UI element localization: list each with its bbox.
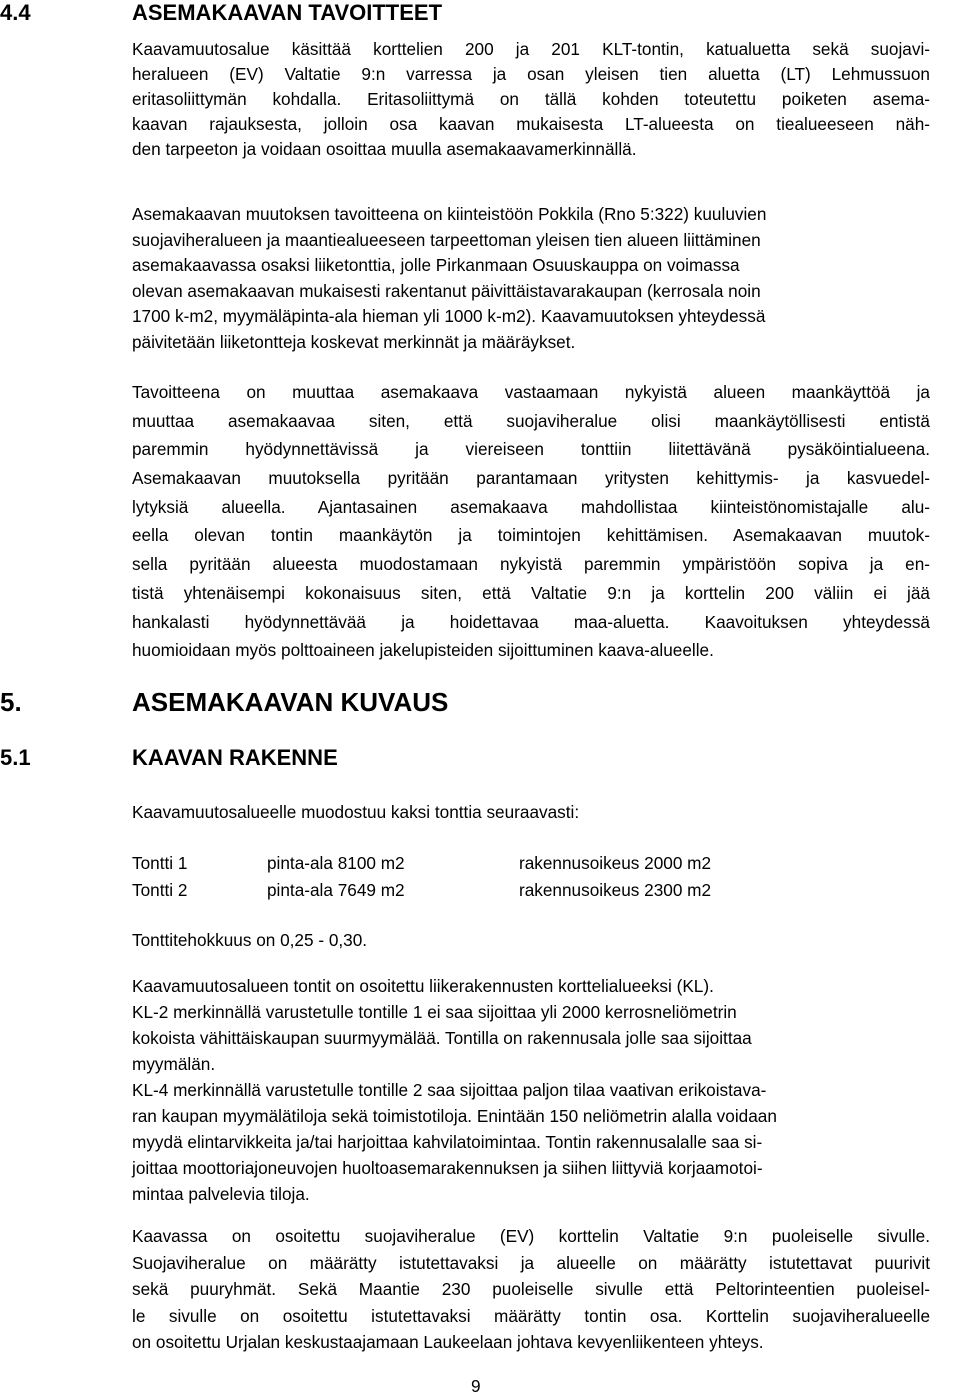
section-number: 5.1: [0, 745, 31, 770]
text-line: myymälän.: [132, 1054, 216, 1074]
text-line: joittaa moottoriajoneuvojen huoltoasemarakennuksen ja siihen liittyviä korjaamotoi-: [132, 1158, 763, 1178]
text-line: KL-2 merkinnällä varustetulle tontille 1 ei saa sijoittaa yli 2000 kerrosneliömetrin: [132, 1002, 737, 1022]
efficiency-text: Tonttitehokkuus on 0,25 - 0,30.: [132, 930, 368, 950]
section-title: ASEMAKAAVAN TAVOITTEET: [132, 0, 443, 25]
plot-building-right: rakennusoikeus 2300 m2: [519, 880, 712, 900]
paragraph-4: [132, 973, 930, 1207]
section-title: KAAVAN RAKENNE: [132, 745, 338, 770]
text-line: Asemakaavan muutoksen tavoitteena on kiinteistöön Pokkila (Rno 5:322) kuuluvien: [132, 204, 767, 224]
text-line: ran kaupan myymälätiloja sekä toimistotiloja. Enintään 150 neliömetrin alalla voidaan: [132, 1106, 777, 1126]
text-line: kaavan rajauksesta, jolloin osa kaavan mukaisesta LT-alueesta on tiealueeseen näh-: [132, 114, 930, 134]
text-line: mintaa palvelevia tiloja.: [132, 1184, 310, 1204]
text-line: Kaavamuutosalue käsittää korttelien 200 ja 201 KLT-tontin, katualuetta sekä suojavi-: [132, 39, 930, 59]
section-number: 5.: [0, 687, 22, 717]
text-line: Tavoitteena on muuttaa asemakaava vastaamaan nykyistä alueen maankäyttöä ja: [132, 382, 930, 402]
text-line: eritasoliittymän kohdalla. Eritasoliittymä on tällä kohden toteutettu poiketen asema-: [132, 89, 930, 109]
section-number: 4.4: [0, 0, 31, 25]
text-line: päivitetään liiketontteja koskevat merkinnät ja määräykset.: [132, 331, 576, 352]
text-line: kokoista vähittäiskaupan suurmyymälää. Tontilla on rakennusala jolle saa sijoittaa: [132, 1028, 752, 1048]
text-line: Suojaviheralue on määrätty istutettavaksi ja alueelle on määrätty istutettavat puurivit: [132, 1252, 930, 1273]
text-line: hankalasti hyödynnettävää ja hoidettavaa maa-aluetta. Kaavoituksen yhteydessä: [132, 611, 930, 632]
plot-area: pinta-ala 8100 m2: [267, 853, 405, 873]
text-line: on osoitettu Urjalan keskustaajamaan Laukeelaan johtava kevyenliikenteen yhteys.: [132, 1332, 764, 1353]
text-line: lytyksiä alueella. Ajantasainen asemakaava mahdollistaa kiinteistönomistajalle alu-: [132, 496, 930, 517]
plot-building-right: rakennusoikeus 2000 m2: [519, 853, 712, 873]
text-line: olevan asemakaavan mukaisesti rakentanut päivittäistavarakaupan (kerrosala noin: [132, 280, 761, 301]
text-line: KL-4 merkinnällä varustetulle tontille 2 saa sijoittaa paljon tilaa vaativan erikoistava-: [132, 1080, 767, 1100]
text-line: muuttaa asemakaavaa siten, että suojaviheralue olisi maankäytöllisesti entistä: [132, 410, 930, 431]
text-line: den tarpeeton ja voidaan osoittaa muulla asemakaavamerkinnällä.: [132, 139, 637, 159]
text-line: huomioidaan myös polttoaineen jakelupisteiden sijoittuminen kaava-alueelle.: [132, 640, 714, 661]
text-line: sella pyritään alueesta muodostamaan nykyistä paremmin ympäristöön sopiva ja en-: [132, 554, 930, 575]
page-number: 9: [471, 1376, 481, 1396]
text-line: 1700 k-m2, myymäläpinta-ala hieman yli 1000 k-m2). Kaavamuutoksen yhteydessä: [132, 306, 766, 327]
text-line: Kaavassa on osoitettu suojaviheralue (EV) korttelin Valtatie 9:n puoleiselle sivulle.: [132, 1226, 930, 1246]
paragraph-3: [132, 378, 930, 665]
text-line: suojaviheralueen ja maantiealueeseen tarpeettoman yleisen tien alueen liittäminen: [132, 229, 761, 250]
plot-area: pinta-ala 7649 m2: [267, 880, 405, 900]
text-line: Kaavamuutosalueen tontit on osoitettu liikerakennusten korttelialueeksi (KL).: [132, 976, 714, 996]
text-line: eella olevan tontin maankäytön ja toimintojen kehittämisen. Asemakaavan muutok-: [132, 525, 930, 546]
section-title: ASEMAKAAVAN KUVAUS: [132, 687, 449, 717]
text-line: heralueen (EV) Valtatie 9:n varressa ja osan yleisen tien aluetta (LT) Lehmussuon: [132, 64, 930, 84]
text-line: Asemakaavan muutoksella pyritään parantamaan yritysten kehittymis- ja kasvuedel-: [132, 468, 930, 489]
text-line: tistä yhtenäisempi kokonaisuus siten, että Valtatie 9:n ja korttelin 200 väliin ei jää: [132, 582, 930, 603]
paragraph-1: [132, 37, 930, 162]
text-line: myydä elintarvikkeita ja/tai harjoittaa kahvilatoimintaa. Tontin rakennusalalle saa si-: [132, 1132, 763, 1152]
text-line: le sivulle on osoitettu istutettavaksi määrätty tontin osa. Korttelin suojaviheralueelle: [132, 1305, 930, 1326]
intro-text: Kaavamuutosalueelle muodostuu kaksi tonttia seuraavasti:: [132, 802, 580, 822]
text-line: paremmin hyödynnettävissä ja viereiseen tonttiin liitettävänä pysäköintialueena.: [132, 439, 930, 460]
plot-name: Tontti 2: [132, 880, 188, 900]
plot-name: Tontti 1: [132, 853, 188, 873]
paragraph-2: [132, 202, 930, 356]
paragraph-5: [132, 1223, 930, 1356]
text-line: asemakaavassa osaksi liiketonttia, jolle Pirkanmaan Osuuskauppa on voimassa: [132, 255, 740, 276]
text-line: sekä puuryhmät. Sekä Maantie 230 puoleiselle sivulle että Peltorinteentien puoleisel-: [132, 1279, 930, 1300]
